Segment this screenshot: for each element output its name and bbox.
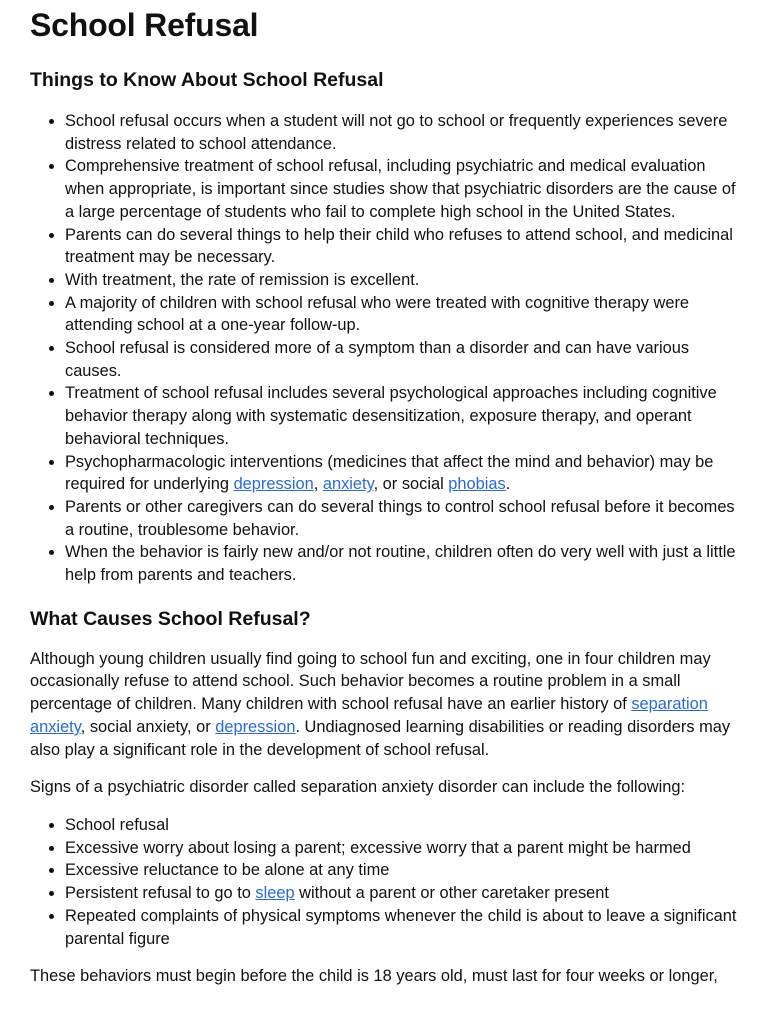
article — [30, 0, 742, 988]
list-item: • Repeated complaints of physical symptoms whenever the child is about to leave a significant parental figure — [65, 905, 742, 950]
depression-link[interactable]: depression — [233, 475, 314, 494]
heading-what-causes: What Causes School Refusal? — [30, 607, 311, 630]
list-item-text: , — [313, 475, 323, 494]
heading-things-to-know: Things to Know About School Refusal — [30, 69, 384, 91]
list-item: • School refusal is considered more of a symptom than a disorder and can have various causes. — [65, 337, 742, 382]
things-to-know-list — [30, 110, 742, 587]
list-item: • School refusal — [65, 814, 742, 837]
list-item-text: without a parent or other caretaker present — [294, 884, 609, 903]
signs-intro-paragraph: Signs of a psychiatric disorder called separation anxiety disorder can include the following: — [30, 778, 686, 797]
list-item: • A majority of children with school refusal who were treated with cognitive therapy were attending school at a one-year follow-up. — [65, 292, 742, 337]
behaviors-paragraph: These behaviors must begin before the child is 18 years old, must last for four weeks or longer, — [30, 967, 718, 986]
list-item-text: Persistent refusal to go to — [65, 884, 256, 903]
list-item-text: , or social — [373, 475, 449, 494]
list-item — [65, 451, 742, 496]
list-item: • Excessive worry about losing a parent; excessive worry that a parent might be harmed — [65, 837, 742, 860]
list-item: • School refusal occurs when a student will not go to school or frequently experiences severe distress related to school attendance. — [65, 110, 742, 155]
paragraph-text: , social anxiety, or — [80, 717, 216, 736]
list-item: • Parents or other caregivers can do several things to control school refusal before it becomes a routine, troublesome behavior. — [65, 496, 742, 541]
phobias-link[interactable]: phobias — [448, 475, 506, 494]
sleep-link[interactable]: sleep — [255, 884, 295, 903]
list-item: • Parents can do several things to help their child who refuses to attend school, and medicinal treatment may be necessary. — [65, 224, 742, 269]
separation-anxiety-link[interactable]: separation anxiety — [30, 695, 708, 736]
paragraph-text: Although young children usually find going to school fun and exciting, one in four children may occasionally refuse to attend school. Such behavior becomes a routine problem in a small percentage of children. Many children with school refusal have an earlier history of — [30, 649, 711, 714]
anxiety-link[interactable]: anxiety — [322, 475, 374, 494]
list-item: • Excessive reluctance to be alone at any time — [65, 859, 742, 882]
causes-paragraph — [30, 648, 742, 762]
list-item — [65, 882, 742, 905]
signs-list — [30, 814, 742, 950]
page-title: School Refusal — [30, 7, 259, 43]
paragraph-text: . Undiagnosed learning disabilities or reading disorders may also play a significant role in the development of school refusal. — [30, 717, 731, 759]
list-item-text: . — [505, 475, 511, 494]
list-item: • Comprehensive treatment of school refusal, including psychiatric and medical evaluation when appropriate, is important since studies show that psychiatric disorders are the cause of a large percentage of students who fail to complete high school in the United States. — [65, 155, 742, 223]
list-item-text: Psychopharmacologic interventions (medicines that affect the mind and behavior) may be required for underlying — [65, 452, 714, 494]
depression-link-2[interactable]: depression — [215, 717, 296, 736]
list-item: • When the behavior is fairly new and/or not routine, children often do very well with just a little help from parents and teachers. — [65, 541, 742, 586]
list-item: • Treatment of school refusal includes several psychological approaches including cognitive behavior therapy along with systematic desensitization, exposure therapy, and operant behavioral techniques. — [65, 382, 742, 450]
list-item: • With treatment, the rate of remission is excellent. — [65, 269, 742, 292]
